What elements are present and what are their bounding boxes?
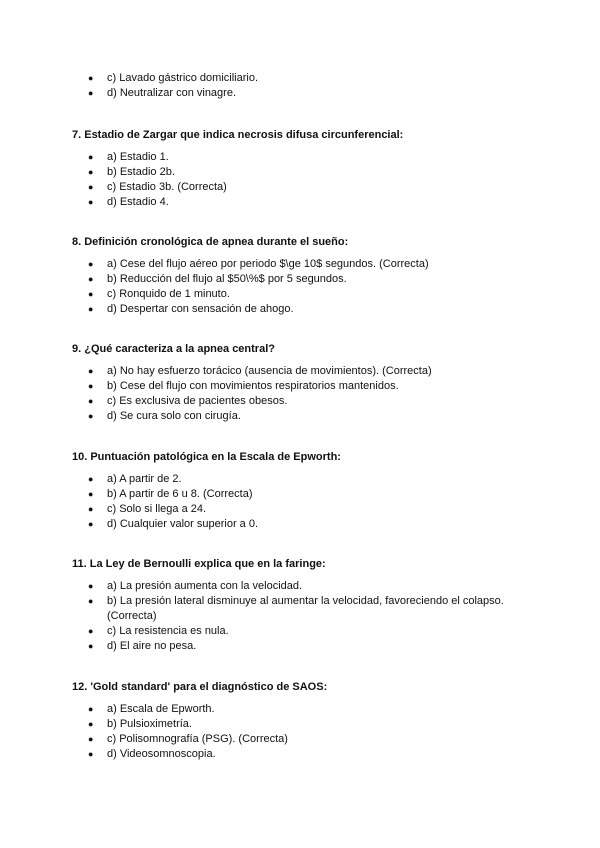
question-8-options [0,257,600,317]
question-12-title: 12. 'Gold standard' para el diagnóstico de SAOS: [72,681,328,693]
list-item: ● b) Estadio 2b. [88,166,175,178]
list-item: ● a) Estadio 1. [88,151,169,163]
bullet-icon: ● [88,182,94,192]
list-item: ● c) Ronquido de 1 minuto. [88,288,230,300]
bullet-icon: ● [88,626,94,636]
bullet-icon: ● [88,366,94,376]
bullet-icon: ● [88,641,94,651]
bullet-icon: ● [88,73,94,83]
list-item: ● c) Es exclusiva de pacientes obesos. [88,395,288,407]
list-item: ● c) Lavado gástrico domiciliario. [88,72,259,84]
list-item: ● d) El aire no pesa. [88,640,197,652]
list-item: ● d) Neutralizar con vinagre. [88,87,237,99]
question-11-options [0,579,600,654]
bullet-icon: ● [88,381,94,391]
previous-question-options [0,71,600,101]
bullet-icon: ● [88,474,94,484]
bullet-icon: ● [88,519,94,529]
list-item: ● d) Cualquier valor superior a 0. [88,518,259,530]
question-7-title: 7. Estadio de Zargar que indica necrosis difusa circunferencial: [72,129,404,141]
bullet-icon: ● [88,289,94,299]
bullet-icon: ● [88,749,94,759]
list-item: ● b) Pulsioximetría. [88,718,192,730]
list-item: ● c) Estadio 3b. (Correcta) [88,181,227,193]
list-item: ● d) Videosomnoscopia. [88,748,216,760]
list-item: ● a) No hay esfuerzo torácico (ausencia de movimientos). (Correcta) [88,365,432,377]
list-item: ● a) Escala de Epworth. [88,703,215,715]
list-item: ● b) La presión lateral disminuye al aumentar la velocidad, favoreciendo el colapso. (Correcta) [88,595,504,622]
bullet-icon: ● [88,274,94,284]
bullet-icon: ● [88,596,94,606]
bullet-icon: ● [88,152,94,162]
question-8-title: 8. Definición cronológica de apnea durante el sueño: [72,236,349,248]
bullet-icon: ● [88,259,94,269]
bullet-icon: ● [88,489,94,499]
list-item: ● c) Polisomnografía (PSG). (Correcta) [88,733,288,745]
question-7-options [0,150,600,210]
list-item: ● d) Estadio 4. [88,196,169,208]
question-11-title: 11. La Ley de Bernoulli explica que en la faringe: [72,558,326,570]
list-item: ● d) Se cura solo con cirugía. [88,410,241,422]
bullet-icon: ● [88,581,94,591]
list-item: ● b) A partir de 6 u 8. (Correcta) [88,488,253,500]
question-12-options [0,702,600,762]
bullet-icon: ● [88,719,94,729]
question-9-options [0,364,600,424]
bullet-icon: ● [88,197,94,207]
list-item: ● a) Cese del flujo aéreo por periodo $\ge 10$ segundos. (Correcta) [88,258,429,270]
bullet-icon: ● [88,167,94,177]
bullet-icon: ● [88,734,94,744]
question-9-title: 9. ¿Qué caracteriza a la apnea central? [72,343,275,355]
question-10-options [0,472,600,532]
list-item: ● d) Despertar con sensación de ahogo. [88,303,294,315]
bullet-icon: ● [88,88,94,98]
list-item: ● c) La resistencia es nula. [88,625,229,637]
bullet-icon: ● [88,504,94,514]
list-item: ● a) La presión aumenta con la velocidad. [88,580,303,592]
bullet-icon: ● [88,411,94,421]
list-item: ● b) Reducción del flujo al $50\%$ por 5 segundos. [88,273,347,285]
list-item: ● a) A partir de 2. [88,473,182,485]
bullet-icon: ● [88,304,94,314]
question-10-title: 10. Puntuación patológica en la Escala de Epworth: [72,451,341,463]
bullet-icon: ● [88,704,94,714]
bullet-icon: ● [88,396,94,406]
list-item: ● c) Solo si llega a 24. [88,503,207,515]
list-item: ● b) Cese del flujo con movimientos respiratorios mantenidos. [88,380,399,392]
